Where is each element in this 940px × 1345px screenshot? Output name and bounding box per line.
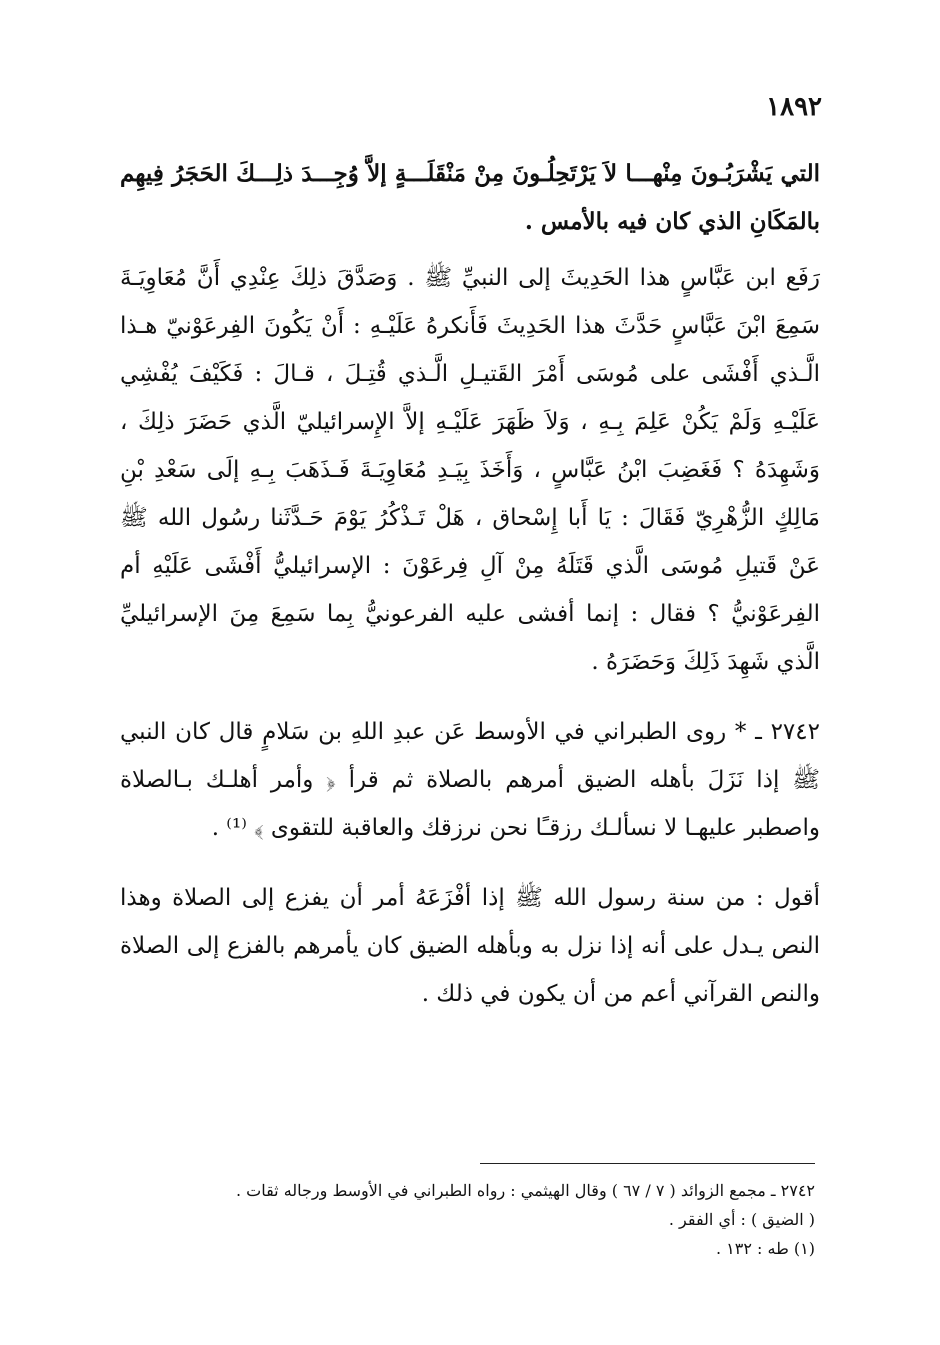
paragraph-hadith-2742: ٢٧٤٢ ـ * روى الطبراني في الأوسط عَن عبدِ اللهِ بن سَلامٍ قال كان النبي ﷺ إذا نَزَلَ بأهله الضيق أمرهم بالصلاة ثم قرأ ﴿ وأمر أهلـك بـالصلاة واصطبر عليهـا لا نسألـك رزقـًا نحن نرزقك والعاقبة للتقوى ﴾ ⁽¹⁾ . xyxy=(120,719,820,841)
paragraph-ibn-abbas-narration: رَفَع ابن عَبَّاسٍ هذا الحَدِيثَ إلى النبيِّ ﷺ . وَصَدَّقَ ذلِكَ عِنْدِي أَنَّ مُعَاوِيَـةَ سَمِعَ ابْنَ عَبَّاسٍ حَدَّثَ هذا الحَدِيثَ فَأَنكرهُ عَلَيْـهِ : أَنْ يَكُونَ الفِرعَوْنيّ هـذا الَّـذي أَفْشَى على مُوسَى أَمْرَ القَتيـلِ الَّـذي قُتِـلَ ، قـالَ : فَكَيْفَ يُفْشِي عَلَيْـهِ وَلَمْ يَكُنْ عَلِمَ بِـهِ ، وَلاَ ظَهَرَ عَلَيْـهِ إلاَّ الإِسرائيليّ الَّذي حَضَرَ ذلِكَ ، وَشَهِدَهُ ؟ فَغَضِبَ ابْنُ عَبَّاسٍ ، وَأَخَذَ بِيَـدِ مُعَاوِيَـةَ فَـذَهَبَ بِـهِ إلَى سَعْدِ بْنِ مَالِكٍ الزُّهْرِيّ فَقَالَ : يَا أَبا إِسْحاق ، هَلْ تَـذْكُرُ يَوْمَ حَـدَّثَنا رسُول الله ﷺ عَنْ قَتيلِ مُوسَى الَّذي قَتَلَهُ مِنْ آلِ فِرعَوْنَ : الإسرائيليُّ أَفْشَى عَلَيْهِ أم الفِرعَوْنيُّ ؟ فقال : إنما أفشى عليه الفرعونيُّ بِما سَمِعَ مِنَ الإسرائيليِّ الَّذي شَهِدَ ذَلِكَ وَحَضَرَهُ . xyxy=(120,265,820,675)
footnotes xyxy=(115,1176,815,1263)
page-number: ١٨٩٢ xyxy=(766,92,822,122)
footnote-source: ٢٧٤٢ ـ مجمع الزوائد ( ٧ / ٦٧ ) وقال الهيثمي : رواه الطبراني في الأوسط ورجاله ثقات . xyxy=(235,1181,815,1200)
footnote-definition: ( الضيق ) : أي الفقر . xyxy=(668,1210,815,1229)
paragraph-commentary: أقول : من سنة رسول الله ﷺ إذا أفْزَعَهُ أمر أن يفزع إلى الصلاة وهذا النص يـدل على أنه إذا نزل به وبأهله الضيق كان يأمرهم بالفزع إلى الصلاة والنص القرآني أعم من أن يكون في ذلك . xyxy=(120,885,820,1007)
main-text xyxy=(120,150,820,1018)
paragraph-hadith-end: التي يَشْرَبُـونَ مِنْهـــا لاَ يَرْتَحِلُـونَ مِنْ مَنْقَلَـــةٍ إلاَّ وُجِـــدَ ذلِـــكَ الحَجَرُ فِيهِم بالمَكَانِ الذي كان فيه بالأمس . xyxy=(120,160,820,235)
footnote-divider xyxy=(480,1163,815,1164)
footnote-quran-reference: (١) طه : ١٣٢ . xyxy=(716,1239,815,1258)
